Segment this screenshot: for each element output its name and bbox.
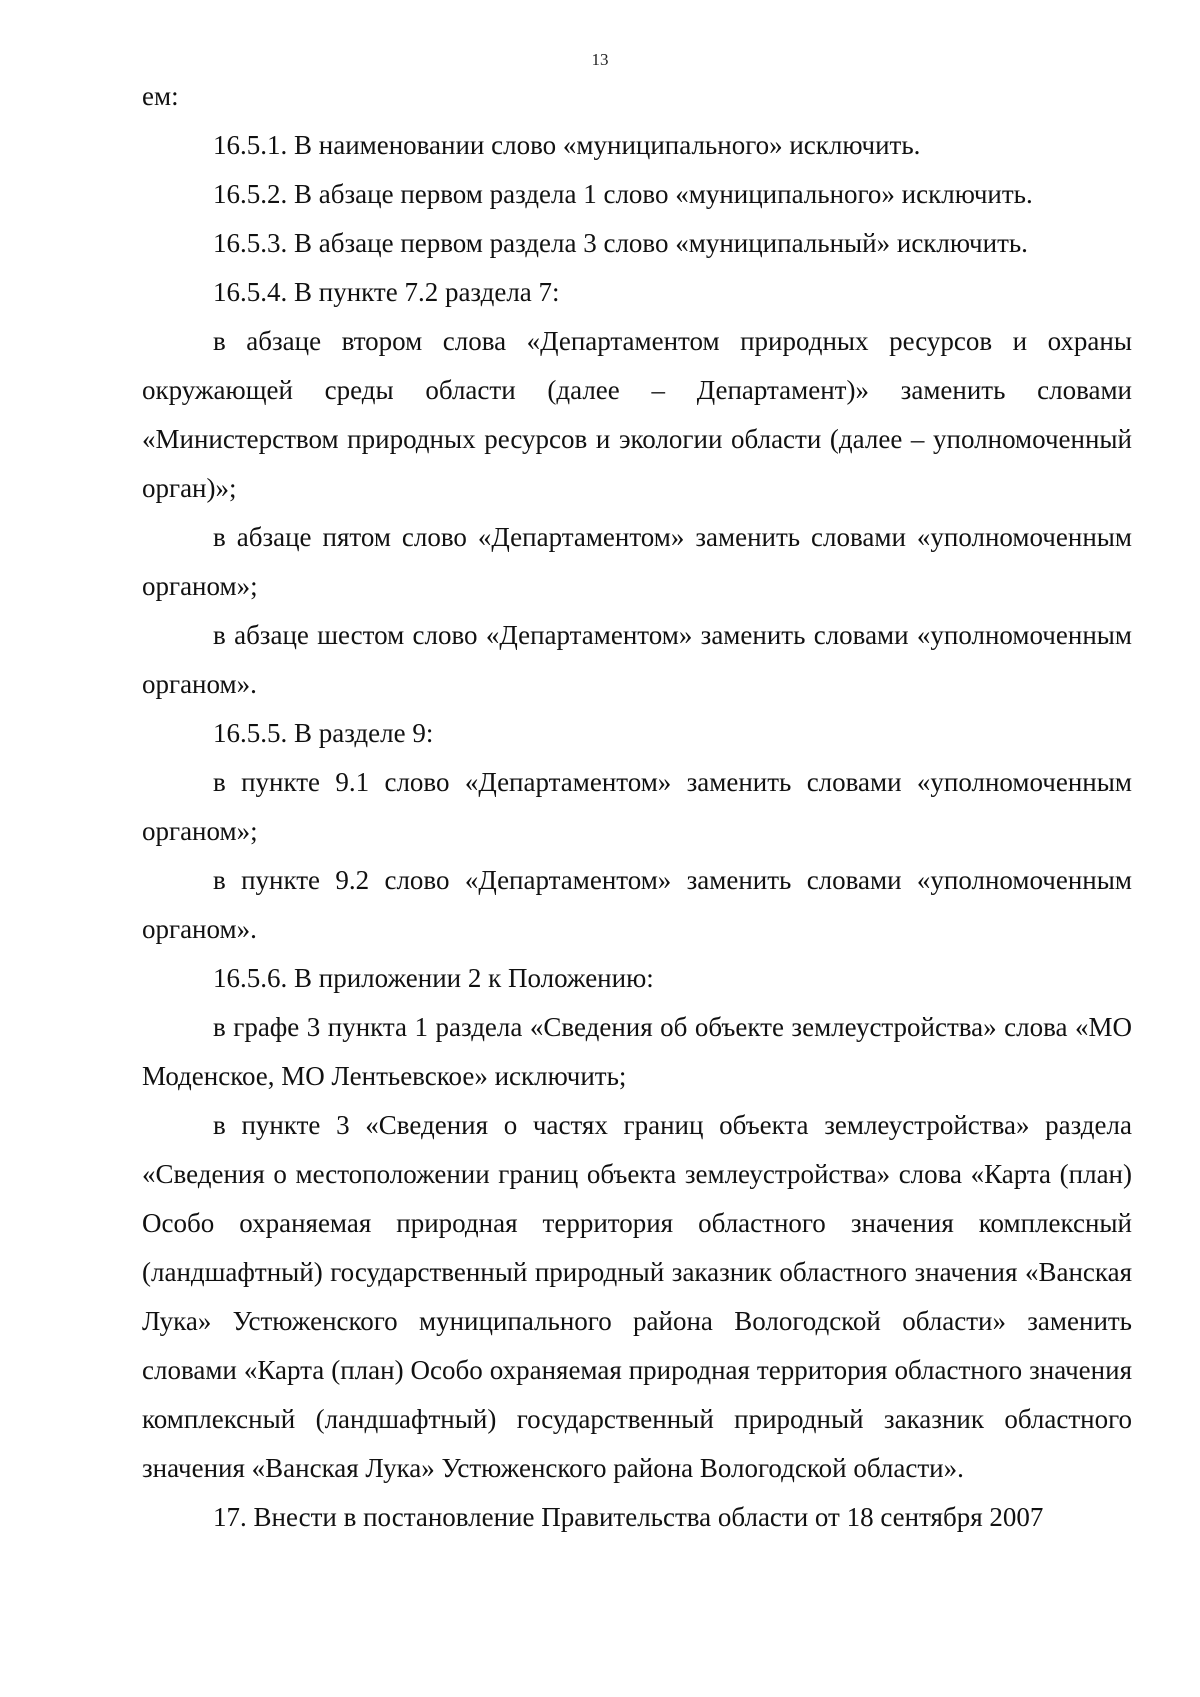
document-body xyxy=(142,72,1132,1542)
paragraph-16-5-5: 16.5.5. В разделе 9: xyxy=(213,718,434,748)
paragraph-16-5-1: 16.5.1. В наименовании слово «муниципального» исключить. xyxy=(213,130,921,160)
paragraph-7-2-abzac-2: в абзаце втором слова «Департаментом природных ресурсов и охраны окружающей среды области (далее – Департамент)» заменить словами «Министерством природных ресурсов и экологии области (далее – уполномоченный орган)»; xyxy=(142,326,1132,503)
paragraph-continuation: ем: xyxy=(142,81,179,111)
page-number: 13 xyxy=(591,50,609,69)
paragraph-16-5-3: 16.5.3. В абзаце первом раздела 3 слово «муниципальный» исключить. xyxy=(213,228,1028,258)
paragraph-16-5-6: 16.5.6. В приложении 2 к Положению: xyxy=(213,963,654,993)
paragraph-7-2-abzac-6: в абзаце шестом слово «Департаментом» заменить словами «уполномоченным органом». xyxy=(142,620,1132,699)
paragraph-grafa-3: в графе 3 пункта 1 раздела «Сведения об объекте землеустройства» слова «МО Моденское, МО Лентьевское» исключить; xyxy=(142,1012,1132,1091)
paragraph-9-1: в пункте 9.1 слово «Департаментом» заменить словами «уполномоченным органом»; xyxy=(142,767,1132,846)
paragraph-16-5-2: 16.5.2. В абзаце первом раздела 1 слово «муниципального» исключить. xyxy=(213,179,1033,209)
paragraph-16-5-4: 16.5.4. В пункте 7.2 раздела 7: xyxy=(213,277,560,307)
paragraph-17: 17. Внести в постановление Правительства области от 18 сентября 2007 xyxy=(213,1502,1044,1532)
paragraph-9-2: в пункте 9.2 слово «Департаментом» заменить словами «уполномоченным органом». xyxy=(142,865,1132,944)
paragraph-7-2-abzac-5: в абзаце пятом слово «Департаментом» заменить словами «уполномоченным органом»; xyxy=(142,522,1132,601)
paragraph-punkt-3: в пункте 3 «Сведения о частях границ объекта землеустройства» раздела «Сведения о местоположении границ объекта землеустройства» слова «Карта (план) Особо охраняемая природная территория областного значения комплексный (ландшафтный) государственный природный заказник областного значения «Ванская Лука» Устюженского муниципального района Вологодской области» заменить словами «Карта (план) Особо охраняемая природная территория областного значения комплексный (ландшафтный) государственный природный заказник областного значения «Ванская Лука» Устюженского района Вологодской области». xyxy=(142,1110,1132,1483)
